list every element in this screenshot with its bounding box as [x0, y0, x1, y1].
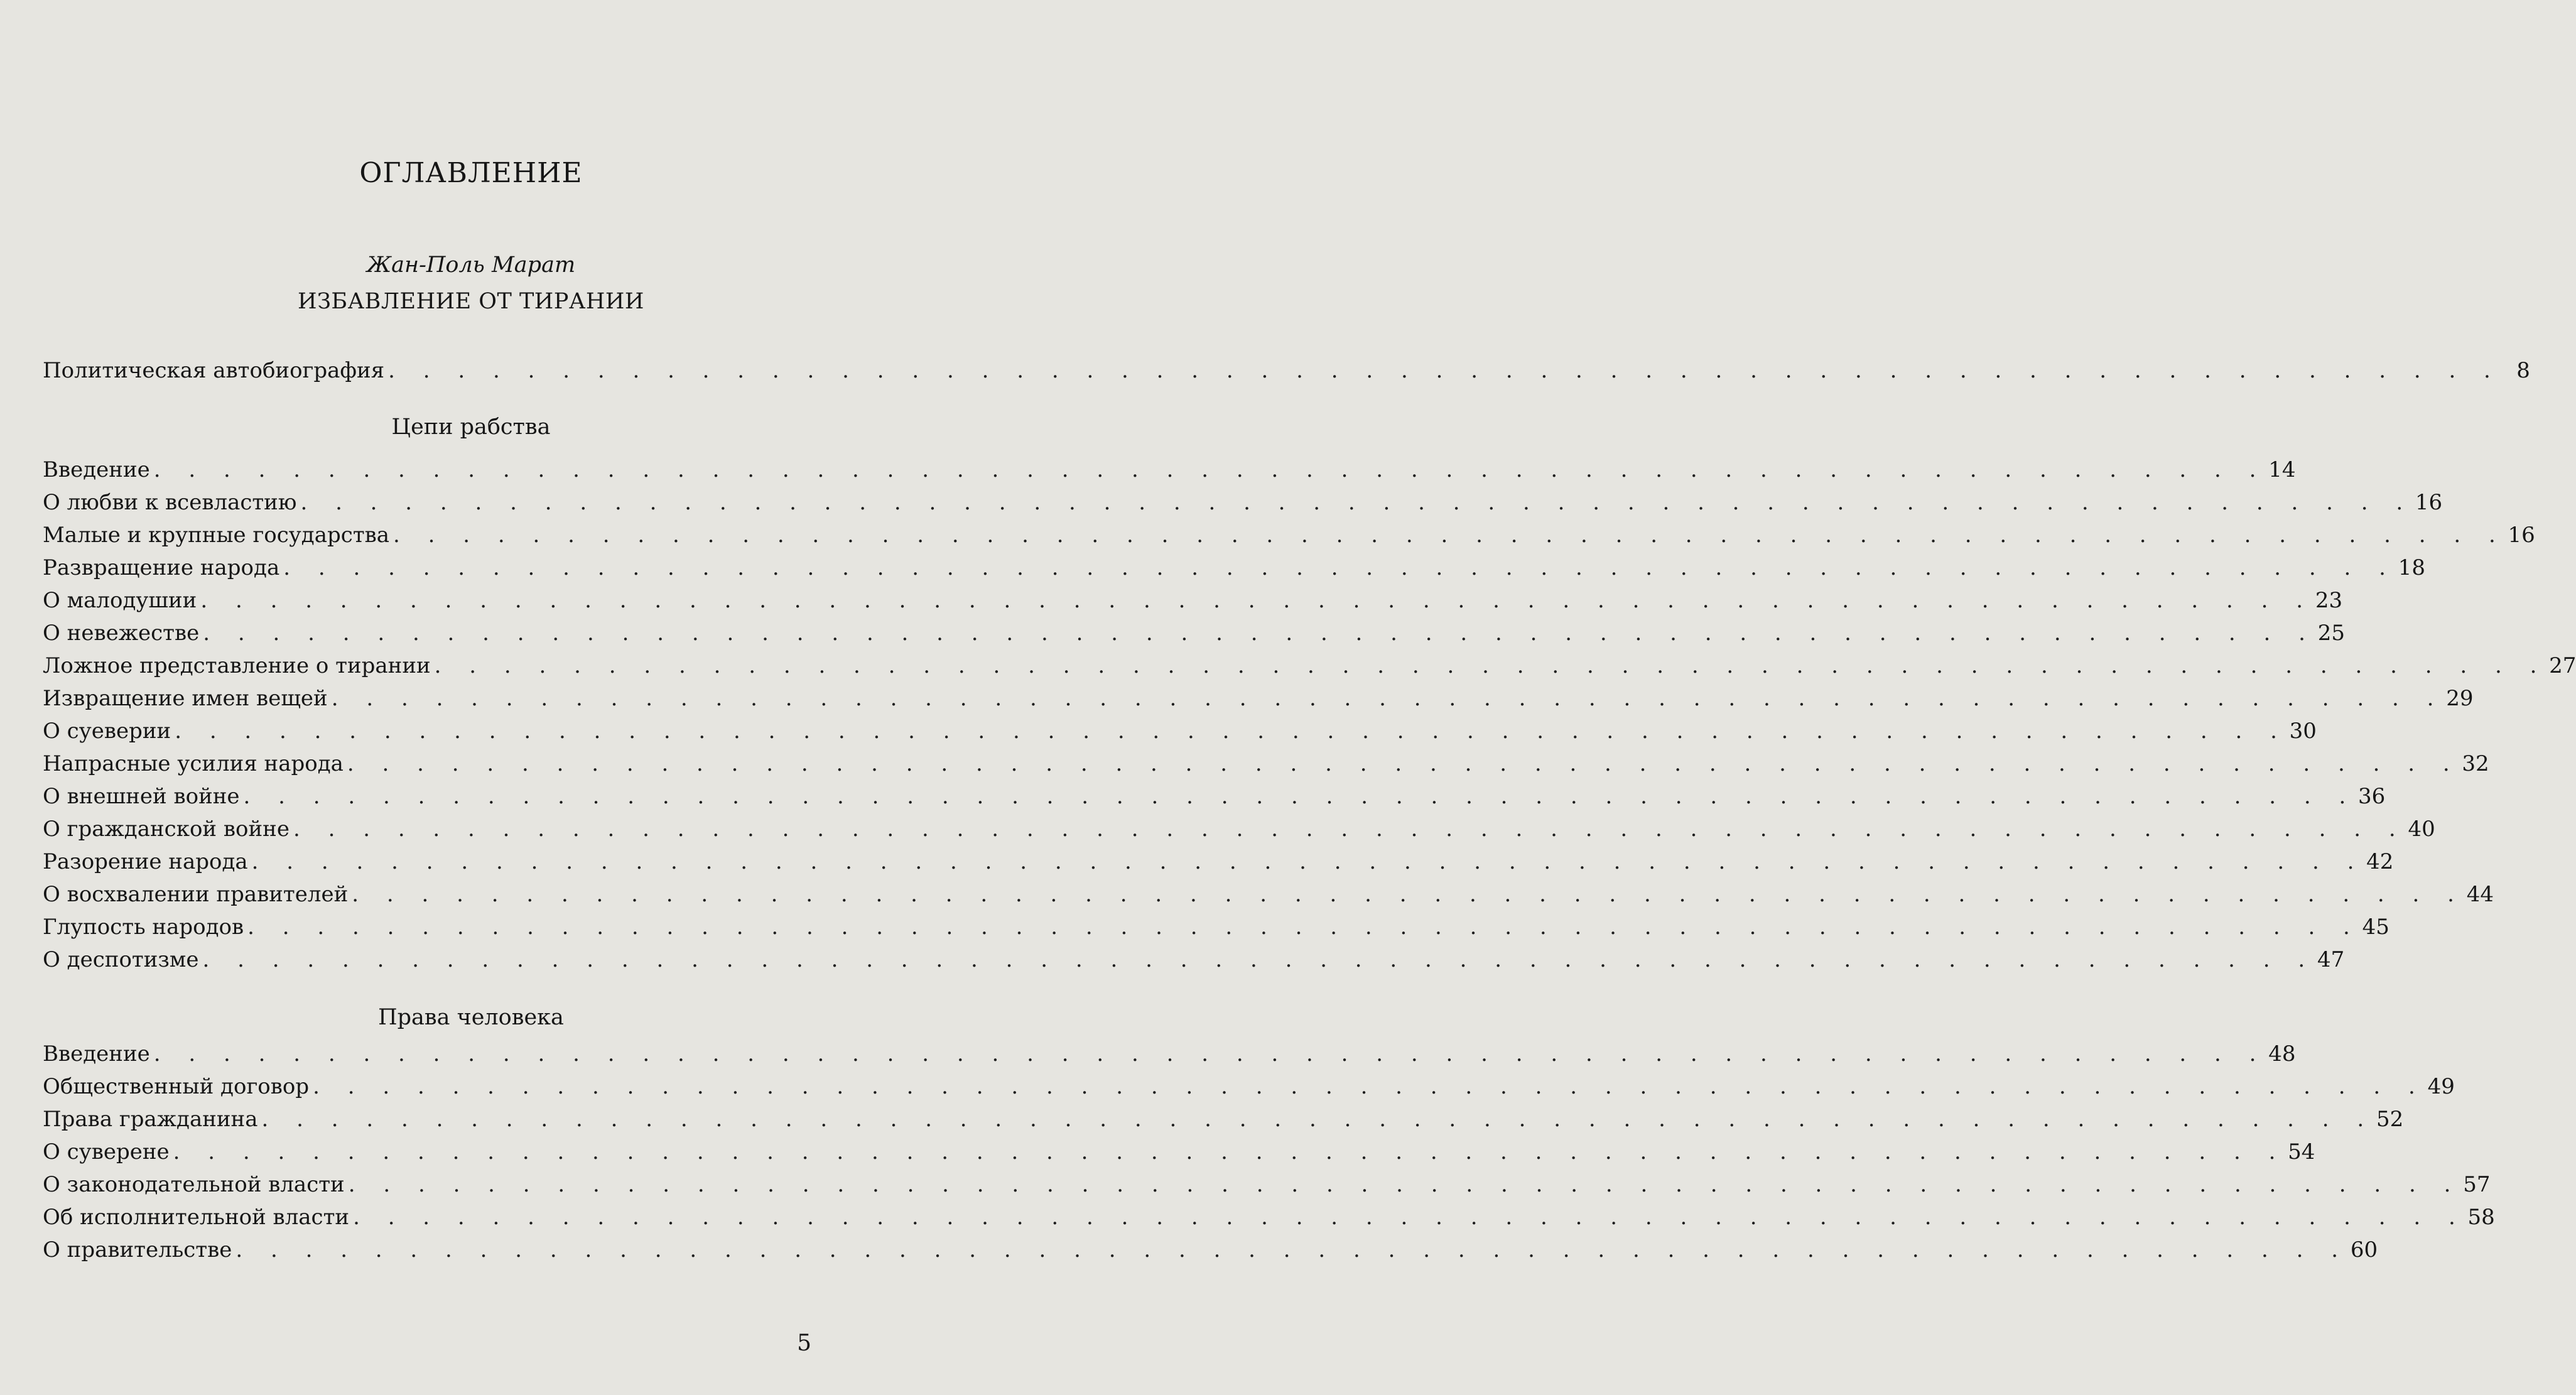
toc-entry-title: О законодательной власти: [43, 1172, 345, 1197]
toc-entry-title: Введение: [43, 1041, 150, 1067]
dot-leader: . . . . . . . . . . . . . . . . . . . . . . . . . . . . . . . . . . . . . . . . . . . . . . . . . . . . . . . . . . . . .: [388, 358, 2501, 383]
dot-leader: . . . . . . . . . . . . . . . . . . . . . . . . . . . . . . . . . . . . . . . . . . . . . . . . . . . . . . . . . . . . .: [202, 947, 2316, 972]
toc-entry-page: 23: [2315, 588, 2343, 613]
toc-entry-page: 27: [2549, 653, 2576, 678]
toc-entry-page: 45: [2362, 915, 2389, 940]
toc-entry-title: О суеверии: [43, 719, 171, 744]
toc-entry-page: 14: [2268, 457, 2296, 482]
toc-entry[interactable]: [43, 683, 2474, 714]
toc-entry[interactable]: [43, 716, 2317, 746]
dot-leader: . . . . . . . . . . . . . . . . . . . . . . . . . . . . . . . . . . . . . . . . . . . . . . . . . . . . . . . . . . . . .: [261, 1107, 2375, 1132]
dot-leader: . . . . . . . . . . . . . . . . . . . . . . . . . . . . . . . . . . . . . . . . . . . . . . . . . . . . . . . . . . . . .: [348, 1172, 2462, 1197]
dot-leader: . . . . . . . . . . . . . . . . . . . . . . . . . . . . . . . . . . . . . . . . . . . . . . . . . . . . . . . . . . . . .: [243, 784, 2357, 809]
dot-leader: . . . . . . . . . . . . . . . . . . . . . . . . . . . . . . . . . . . . . . . . . . . . . . . . . . . . . . . . . . . . .: [153, 1041, 2267, 1067]
toc-entry-page: 30: [2289, 719, 2317, 744]
toc-entry[interactable]: [43, 912, 2389, 942]
toc-entry-page: 18: [2398, 555, 2425, 580]
toc-entry-title: Общественный договор: [43, 1074, 310, 1099]
dot-leader: . . . . . . . . . . . . . . . . . . . . . . . . . . . . . . . . . . . . . . . . . . . . . . . . . . . . . . . . . . . . .: [347, 751, 2460, 776]
toc-entry-page: 54: [2288, 1139, 2315, 1164]
toc-entry-title: О восхвалении правителей: [43, 882, 349, 907]
toc-entry[interactable]: [43, 356, 2530, 386]
toc-entry[interactable]: [43, 945, 2345, 975]
toc-entry[interactable]: [43, 487, 2443, 518]
toc-entry[interactable]: [43, 618, 2345, 648]
toc-entry[interactable]: [43, 814, 2435, 844]
toc-entry[interactable]: [43, 553, 2425, 583]
dot-leader: . . . . . . . . . . . . . . . . . . . . . . . . . . . . . . . . . . . . . . . . . . . . . . . . . . . . . . . . . . . . .: [173, 1139, 2286, 1164]
toc-entry-page: 25: [2317, 621, 2345, 646]
toc-entry[interactable]: [43, 847, 2394, 877]
page-number: 5: [797, 1330, 811, 1356]
toc-entry-title: О внешней войне: [43, 784, 240, 809]
toc-entry[interactable]: [43, 749, 2489, 779]
dot-leader: . . . . . . . . . . . . . . . . . . . . . . . . . . . . . . . . . . . . . . . . . . . . . . . . . . . . . . . . . . . . .: [247, 915, 2361, 940]
toc-entry-page: 8: [2516, 358, 2530, 383]
toc-entry[interactable]: [43, 651, 2576, 681]
toc-entry-page: 47: [2317, 947, 2345, 972]
toc-entry-page: 16: [2415, 490, 2443, 515]
toc-entry-title: Извращение имен вещей: [43, 686, 328, 711]
toc-entry-title: Разорение народа: [43, 849, 248, 874]
toc-entry-page: 36: [2358, 784, 2386, 809]
toc-entry-page: 16: [2508, 523, 2535, 548]
toc-entry-page: 44: [2466, 882, 2494, 907]
toc-entry[interactable]: [43, 1235, 2378, 1265]
toc-entry-title: О деспотизме: [43, 947, 199, 972]
toc-entry[interactable]: [43, 455, 2296, 485]
dot-leader: . . . . . . . . . . . . . . . . . . . . . . . . . . . . . . . . . . . . . . . . . . . . . . . . . . . . . . . . . . . . .: [353, 1205, 2466, 1230]
dot-leader: . . . . . . . . . . . . . . . . . . . . . . . . . . . . . . . . . . . . . . . . . . . . . . . . . . . . . . . . . . . . .: [434, 653, 2548, 678]
dot-leader: . . . . . . . . . . . . . . . . . . . . . . . . . . . . . . . . . . . . . . . . . . . . . . . . . . . . . . . . . . . . .: [200, 588, 2314, 613]
toc-entry[interactable]: [43, 585, 2343, 616]
toc-entry-title: Права гражданина: [43, 1107, 258, 1132]
toc-entry-page: 32: [2462, 751, 2489, 776]
toc-entry-title: О невежестве: [43, 621, 200, 646]
toc-entry-title: Напрасные усилия народа: [43, 751, 344, 776]
toc-entry-title: О малодушии: [43, 588, 197, 613]
section-title: Права человека: [378, 1005, 564, 1030]
toc-entry[interactable]: [43, 879, 2494, 909]
dot-leader: . . . . . . . . . . . . . . . . . . . . . . . . . . . . . . . . . . . . . . . . . . . . . . . . . . . . . . . . . . . . .: [235, 1237, 2349, 1262]
toc-entry-title: О любви к всевластию: [43, 490, 297, 515]
toc-entry[interactable]: [43, 1039, 2296, 1069]
toc-entry-title: Политическая автобиография: [43, 358, 385, 383]
toc-entry-title: О правительстве: [43, 1237, 232, 1262]
toc-entry-page: 42: [2366, 849, 2394, 874]
dot-leader: . . . . . . . . . . . . . . . . . . . . . . . . . . . . . . . . . . . . . . . . . . . . . . . . . . . . . . . . . . . . .: [283, 555, 2396, 580]
toc-entry[interactable]: [43, 1104, 2404, 1134]
toc-entry-title: Введение: [43, 457, 150, 482]
toc-entry-page: 48: [2268, 1041, 2296, 1067]
section-title: Цепи рабства: [391, 415, 551, 440]
toc-entry-title: Развращение народа: [43, 555, 280, 580]
page-title: ОГЛАВЛЕНИЕ: [359, 157, 583, 189]
toc-entry-title: Малые и крупные государства: [43, 523, 390, 548]
dot-leader: . . . . . . . . . . . . . . . . . . . . . . . . . . . . . . . . . . . . . . . . . . . . . . . . . . . . . . . . . . . . .: [393, 523, 2506, 548]
toc-entry-title: Ложное представление о тирании: [43, 653, 431, 678]
dot-leader: . . . . . . . . . . . . . . . . . . . . . . . . . . . . . . . . . . . . . . . . . . . . . . . . . . . . . . . . . . . . .: [300, 490, 2414, 515]
toc-entry[interactable]: [43, 1137, 2315, 1167]
toc-entry-page: 57: [2463, 1172, 2491, 1197]
dot-leader: . . . . . . . . . . . . . . . . . . . . . . . . . . . . . . . . . . . . . . . . . . . . . . . . . . . . . . . . . . . . .: [331, 686, 2445, 711]
toc-entry-title: Об исполнительной власти: [43, 1205, 350, 1230]
dot-leader: . . . . . . . . . . . . . . . . . . . . . . . . . . . . . . . . . . . . . . . . . . . . . . . . . . . . . . . . . . . . .: [352, 882, 2465, 907]
author-name: Жан-Поль Марат: [366, 252, 576, 278]
toc-entry-page: 29: [2446, 686, 2474, 711]
toc-entry-page: 49: [2427, 1074, 2455, 1099]
toc-entry-title: Глупость народов: [43, 915, 244, 940]
toc-entry-title: О гражданской войне: [43, 817, 290, 842]
toc-entry-page: 52: [2376, 1107, 2404, 1132]
dot-leader: . . . . . . . . . . . . . . . . . . . . . . . . . . . . . . . . . . . . . . . . . . . . . . . . . . . . . . . . . . . . .: [153, 457, 2267, 482]
dot-leader: . . . . . . . . . . . . . . . . . . . . . . . . . . . . . . . . . . . . . . . . . . . . . . . . . . . . . . . . . . . . .: [293, 817, 2406, 842]
toc-entry-page: 40: [2408, 817, 2435, 842]
toc-entry[interactable]: [43, 1170, 2491, 1200]
toc-entry-page: 60: [2350, 1237, 2378, 1262]
toc-entry[interactable]: [43, 1202, 2495, 1232]
toc-entry[interactable]: [43, 781, 2386, 811]
toc-entry-page: 58: [2467, 1205, 2495, 1230]
work-title: ИЗБАВЛЕНИЕ ОТ ТИРАНИИ: [298, 289, 644, 314]
dot-leader: . . . . . . . . . . . . . . . . . . . . . . . . . . . . . . . . . . . . . . . . . . . . . . . . . . . . . . . . . . . . .: [203, 621, 2316, 646]
toc-entry[interactable]: [43, 520, 2535, 550]
dot-leader: . . . . . . . . . . . . . . . . . . . . . . . . . . . . . . . . . . . . . . . . . . . . . . . . . . . . . . . . . . . . .: [251, 849, 2365, 874]
toc-entry-title: О суверене: [43, 1139, 170, 1164]
toc-entry[interactable]: [43, 1072, 2455, 1102]
dot-leader: . . . . . . . . . . . . . . . . . . . . . . . . . . . . . . . . . . . . . . . . . . . . . . . . . . . . . . . . . . . . .: [313, 1074, 2426, 1099]
dot-leader: . . . . . . . . . . . . . . . . . . . . . . . . . . . . . . . . . . . . . . . . . . . . . . . . . . . . . . . . . . . . .: [175, 719, 2288, 744]
